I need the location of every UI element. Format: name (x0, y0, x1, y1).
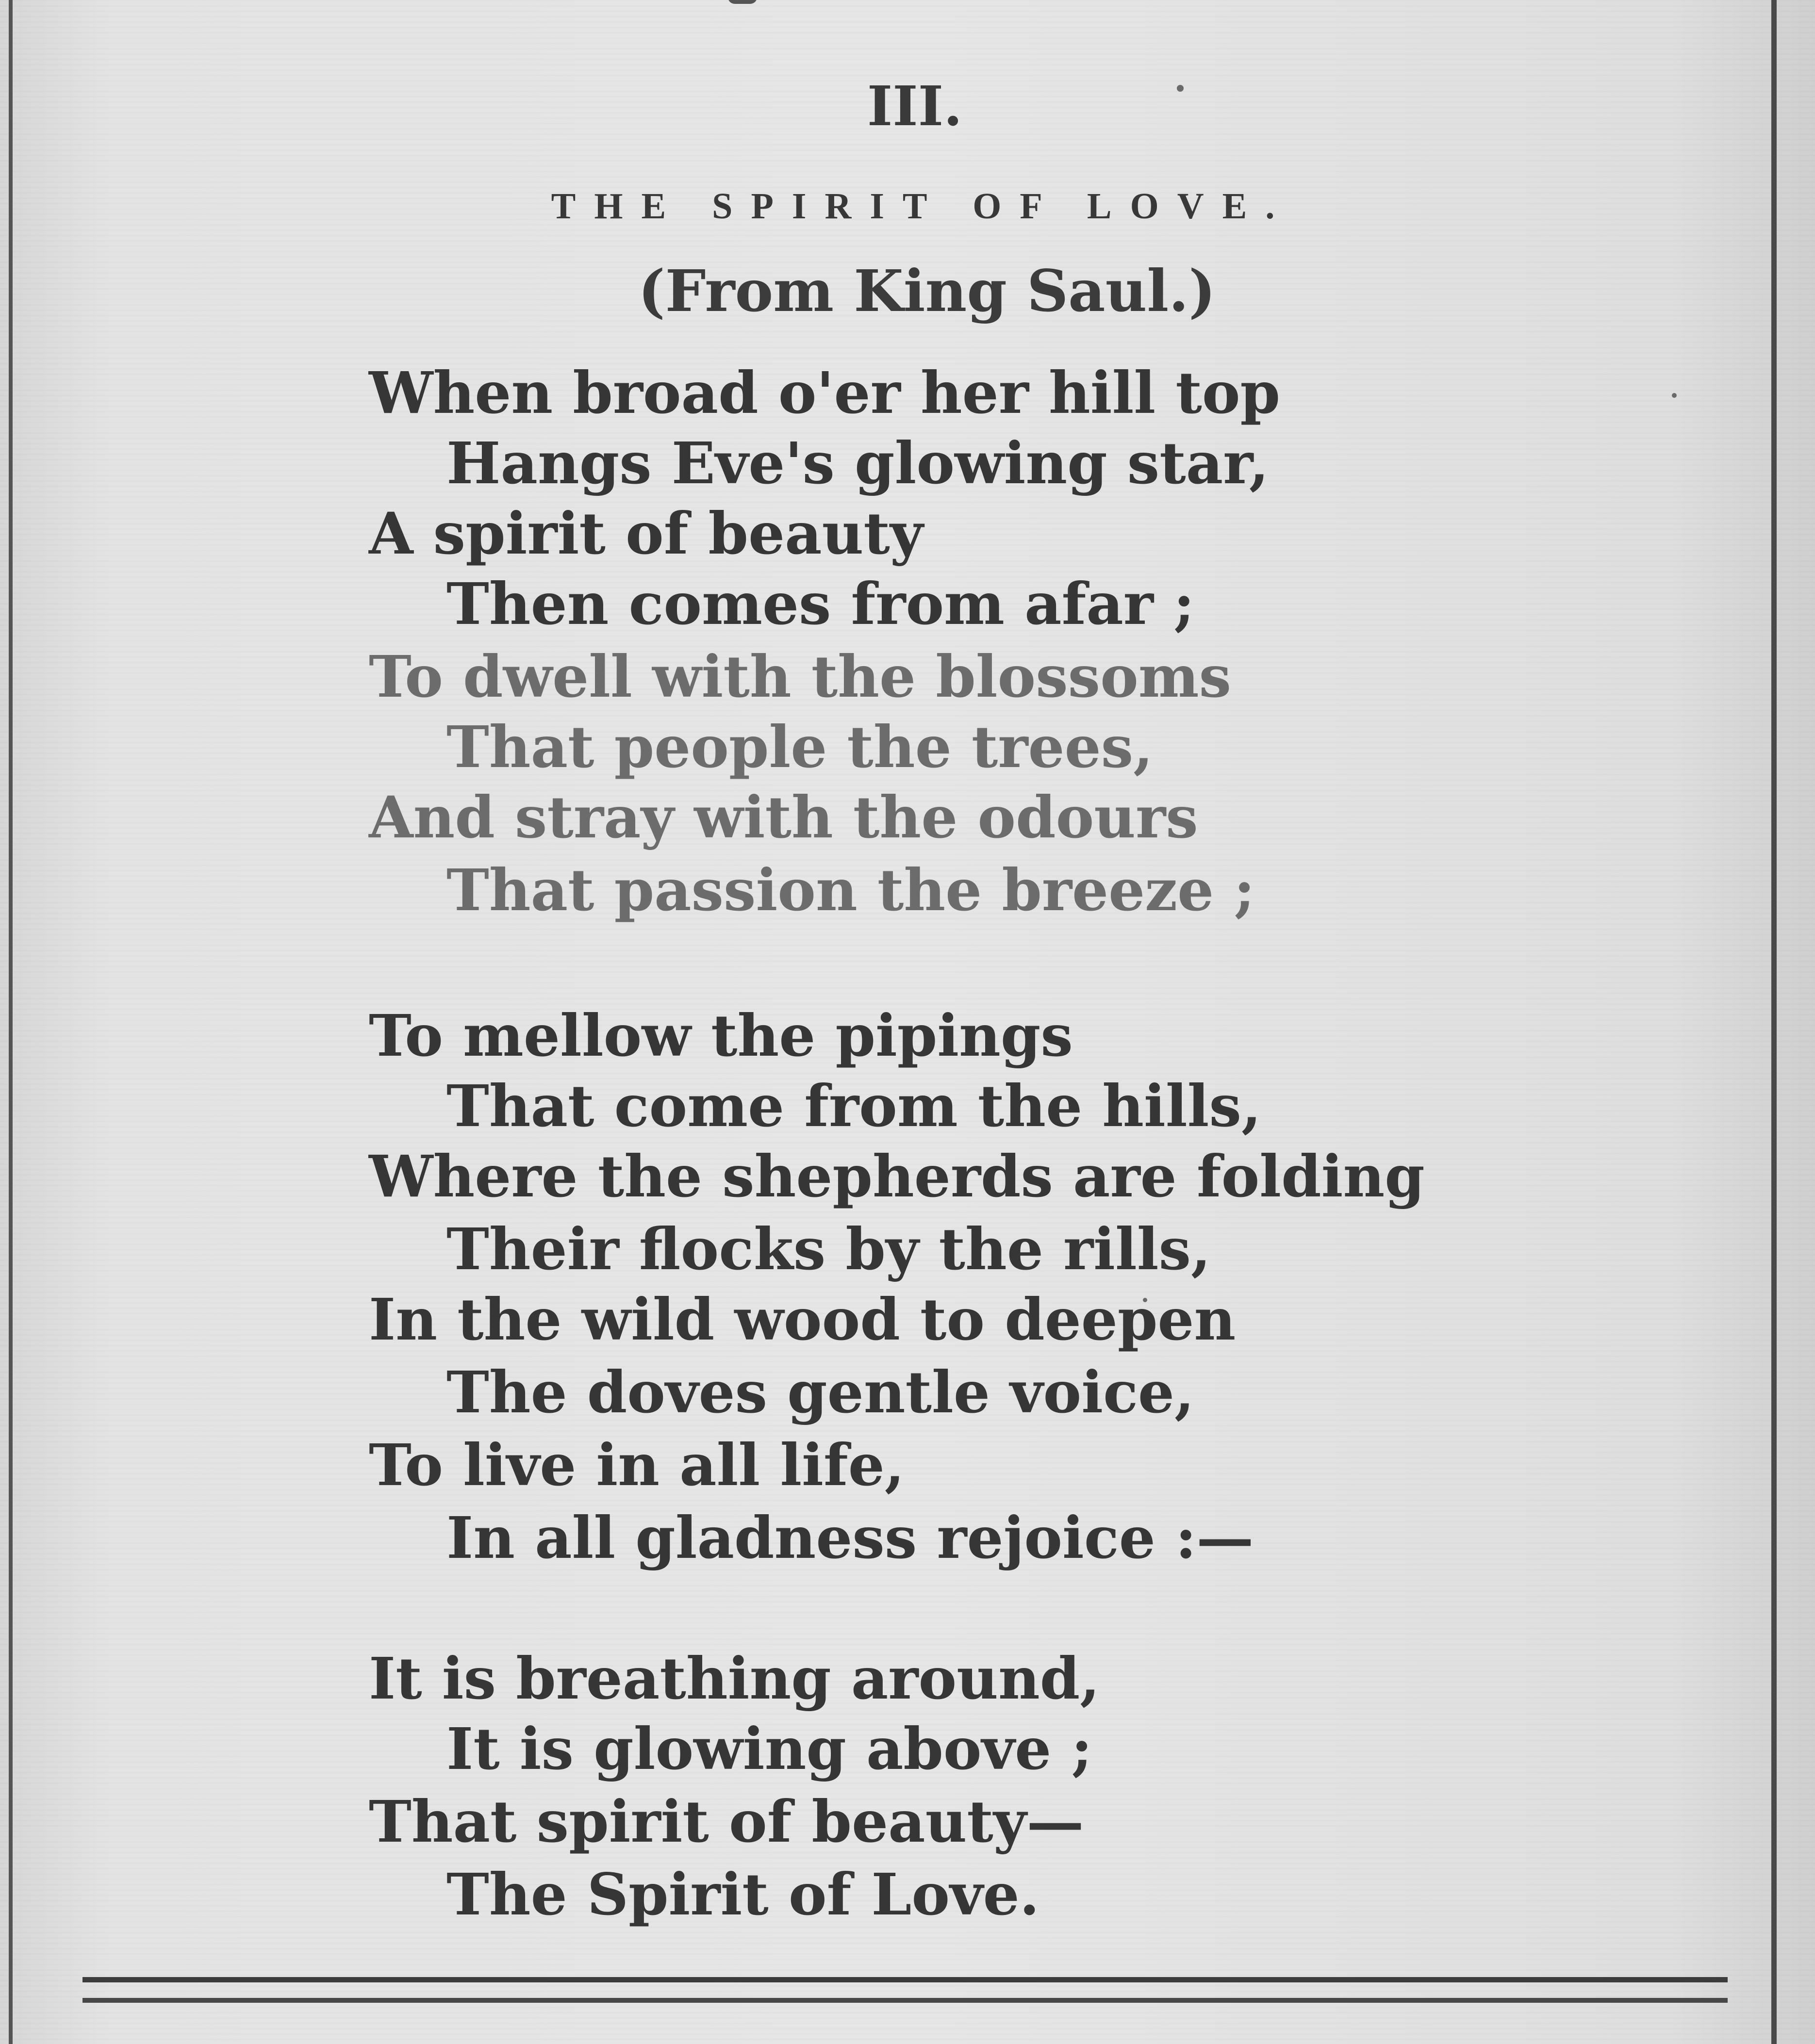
poem-line: To live in all life, (369, 1431, 905, 1499)
cropped-letter-fragment (728, 0, 757, 4)
section-numeral: III. (867, 75, 963, 138)
poem-line: The Spirit of Love. (446, 1861, 1040, 1928)
poem-source: (From King Saul.) (638, 257, 1216, 325)
poem-line: That come from the hills, (446, 1072, 1262, 1140)
poem-line: Where the shepherds are folding (369, 1143, 1425, 1210)
poem-line: It is breathing around, (369, 1645, 1100, 1712)
poem-line: Their flocks by the rills, (446, 1215, 1211, 1283)
poem-line: That people the trees, (446, 713, 1154, 781)
poem-line: That passion the breeze ; (446, 856, 1255, 924)
ink-speck (1672, 393, 1677, 398)
poem-line: The doves gentle voice, (446, 1358, 1195, 1426)
poem-line: It is glowing above ; (446, 1715, 1092, 1782)
poem-title: THE SPIRIT OF LOVE. (551, 186, 1293, 227)
poem-line: In all gladness rejoice :— (446, 1504, 1254, 1571)
poem-line: Hangs Eve's glowing star, (446, 429, 1269, 497)
poem-line: When broad o'er her hill top (369, 359, 1281, 426)
poem-line: To mellow the pipings (369, 1002, 1073, 1069)
poem-line: A spirit of beauty (369, 500, 924, 567)
closing-double-rule-bottom (82, 1998, 1728, 2003)
poem-line: And stray with the odours (369, 784, 1198, 851)
closing-double-rule-top (82, 1977, 1728, 1982)
poem-line: To dwell with the blossoms (369, 643, 1232, 710)
poem-line: Then comes from afar ; (446, 570, 1195, 638)
poem-line: That spirit of beauty— (369, 1788, 1084, 1855)
poem-line: In the wild wood to deepen (369, 1286, 1236, 1353)
